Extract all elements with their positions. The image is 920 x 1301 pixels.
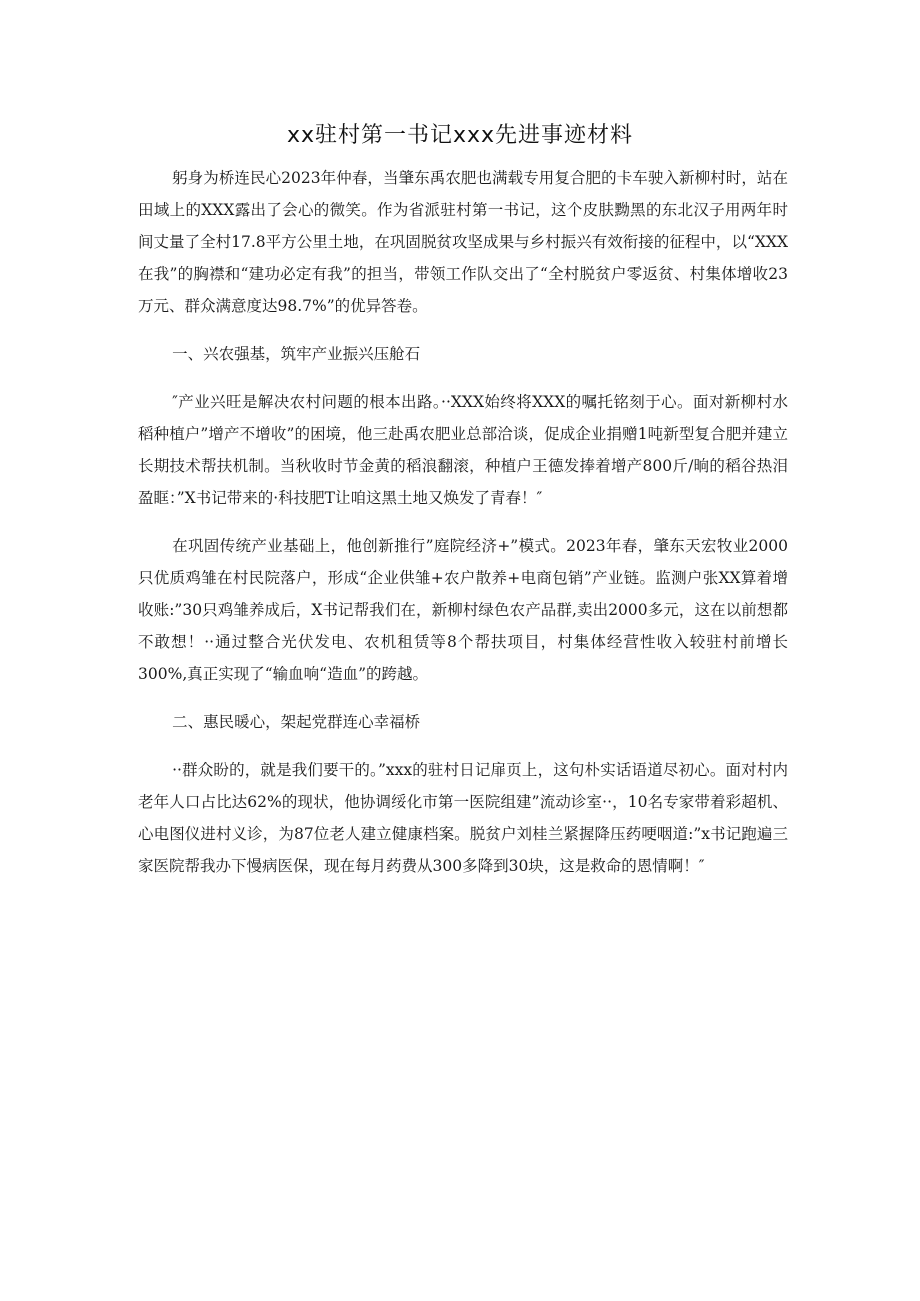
paragraph-courtyard-economy: 在巩固传统产业基础上，他创新推行”庭院经济+”模式。2023年春，肇东天宏牧业2000只优质鸡雏在村民院落户，形成“企业供雏+农户散养+电商包销”产业链。监测户张XX算着增收账:”30只鸡雏养成后，X书记帮我们在，新柳村绿色农产品群,卖出2000多元，这在以前想都不敢想！··通过整合光伏发电、农机租赁等8个帮扶项目，村集体经营性收入较驻村前增长300%,真正实现了“输血响“造血”的跨越。 [138,537,788,683]
paragraph-healthcare: ··群众盼的，就是我们要干的。”xxx的驻村日记扉页上，这句朴实话语道尽初心。面对村内老年人口占比达62%的现状，他协调绥化市第一医院组建”流动诊室··，10名专家带着彩超机、心电图仪进村义诊，为87位老人建立健康档案。脱贫户刘桂兰紧握降压药哽咽道:”x书记跑遍三家医院帮我办下慢病医保，现在每月药费从300多降到30块，这是救命的恩情啊！″ [138,761,788,875]
section-heading-2: 二、惠民暖心，架起党群连心幸福桥 [172,713,421,731]
paragraph-intro: 躬身为桥连民心2023年仲春，当肇东禹农肥也满载专用复合肥的卡车驶入新柳村时，站在田域上的XXX露出了会心的微笑。作为省派驻村第一书记，这个皮肤黝黑的东北汉子用两年时间丈量了全村17.8平方公里土地，在巩固脱贫攻坚成果与乡村振兴有效衔接的征程中，以“XXX在我”的胸襟和“建功必定有我”的担当，带领工作队交出了“全村脱贫户零返贫、村集体增收23万元、群众满意度达98.7%”的优异答卷。 [138,169,788,315]
document-body [138,162,788,898]
paragraph-industry: ″产业兴旺是解决农村问题的根本出路。··XXX始终将XXX的嘱托铭刻于心。面对新柳村水稻种植户”增产不增收”的困境，他三赴禹农肥业总部洽谈，促成企业捐赠1吨新型复合肥并建立长期技术帮扶机制。当秋收时节金黄的稻浪翻滚，种植户王德发捧着增产800斤/晌的稻谷热泪盈眶：”X书记带来的·科技肥T让咱这黑土地又焕发了青春！″ [138,393,788,507]
section-heading-1: 一、兴农强基，筑牢产业振兴压舱石 [172,345,421,363]
document-title: xx驻村第一书记xxx先进事迹材料 [286,123,634,148]
